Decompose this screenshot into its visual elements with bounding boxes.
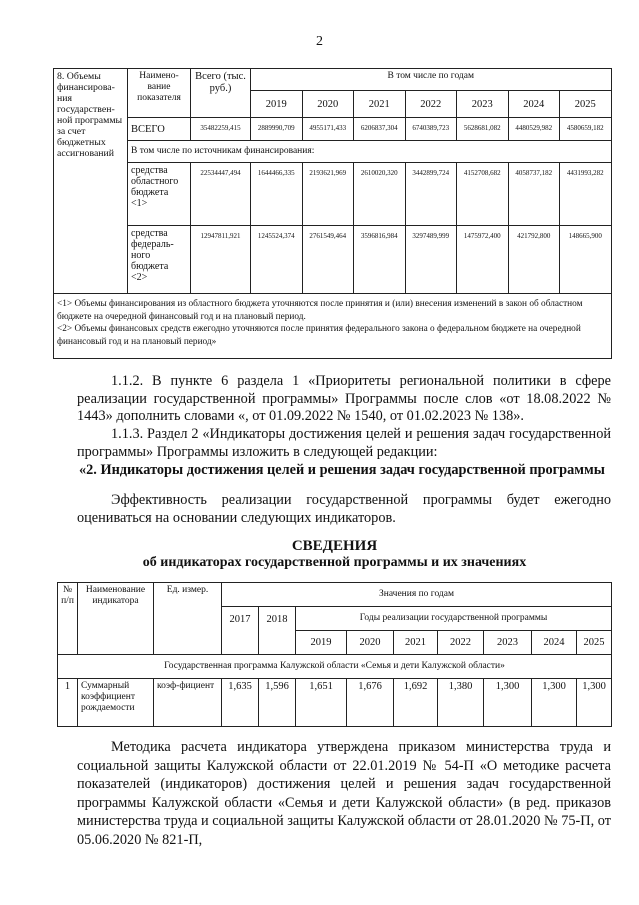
paragraph-effectiveness: Эффективность реализации государственной программы будет ежегодно оцениваться на основании следующих индикаторов.: [77, 492, 611, 526]
sources-label: В том числе по источникам финансирования:: [128, 141, 612, 163]
col-name-header: Наимено-вание показателя: [128, 69, 191, 118]
value-cell: 5628681,082: [457, 118, 509, 141]
page-number: 2: [316, 34, 323, 49]
federal-row: [54, 226, 612, 294]
year-header: 2019: [296, 631, 347, 655]
regional-label: средства областного бюджета <1>: [128, 163, 191, 226]
value-cell: 4058737,182: [508, 163, 560, 226]
value-cell: 6206837,304: [354, 118, 406, 141]
value-cell: 1644466,335: [251, 163, 303, 226]
year-header: 2020: [347, 631, 394, 655]
value-cell: 3442899,724: [405, 163, 457, 226]
value-cell: 1,380: [438, 679, 484, 727]
footnotes: [54, 294, 612, 359]
paragraph-1-1-2: 1.1.2. В пункте 6 раздела 1 «Приоритеты региональной политики в сфере реализации государственной программы» Программы после слов «от 18.08.2022 № 1443» дополнить словами «, от 01.09.2022 № 1540, от 01.02.2023 № 138».: [77, 373, 611, 425]
year-header: 2024: [532, 631, 577, 655]
section-heading: «2. Индикаторы достижения целей и решения задач государственной программы: [79, 462, 605, 478]
value-cell: 1,635: [222, 679, 259, 727]
impl-years-header: Годы реализации государственной программы: [296, 607, 612, 631]
value-cell: 4580659,182: [560, 118, 612, 141]
year-header: 2023: [457, 91, 509, 118]
footnote-1: <1> Объемы финансирования из областного бюджета уточняются после принятия и (или) внесения изменений в закон об областном бюджете на очередной финансовый год и на плановый период.: [57, 299, 583, 322]
footnote-2: <2> Объемы финансовых средств ежегодно уточняются после принятия федерального закона о федеральном бюджете на очередной финансовый год и на плановый период»: [57, 324, 581, 347]
table-row: [58, 679, 612, 727]
total-row: [54, 118, 612, 141]
value-cell: 421792,800: [508, 226, 560, 294]
svedenia-title: СВЕДЕНИЯ: [291, 538, 378, 554]
value-cell: 1475972,400: [457, 226, 509, 294]
col-total-header: Всего (тыс. руб.): [191, 69, 251, 118]
svedenia-subtitle: об индикаторах государственной программы и их значениях: [142, 555, 527, 570]
col-years-header: В том числе по годам: [251, 69, 612, 91]
program-row: Государственная программа Калужской области «Семья и дети Калужской области»: [58, 655, 612, 679]
value-cell: 2761549,464: [302, 226, 354, 294]
value-cell: 1,300: [532, 679, 577, 727]
value-cell: 1245524,374: [251, 226, 303, 294]
row-number: 1: [58, 679, 78, 727]
year-header: 2019: [251, 91, 303, 118]
year-header: 2025: [577, 631, 612, 655]
paragraph-methodology: Методика расчета индикатора утверждена приказом министерства труда и социальной защиты Калужской области от 22.01.2019 № 54-П «О методике расчета показателей (индикаторов) достижения целей и решения задач государственной программы Калужской области «Семья и дети Калужской области» (в ред. приказов министерства труда и социальной защиты Калужской области от 28.01.2020 № 75-П, от 05.06.2020 № 821-П,: [77, 739, 611, 848]
funding-table: [53, 68, 612, 359]
value-cell: 2193621,969: [302, 163, 354, 226]
year-header: 2022: [405, 91, 457, 118]
value-cell: 1,596: [259, 679, 296, 727]
value-cell: 2610020,320: [354, 163, 406, 226]
col-name-header: Наименование индикатора: [78, 583, 154, 655]
year-header: 2017: [222, 607, 259, 655]
year-header: 2021: [394, 631, 438, 655]
col-values-header: Значения по годам: [222, 583, 612, 607]
value-cell: 3596816,984: [354, 226, 406, 294]
value-cell: 1,676: [347, 679, 394, 727]
year-header: 2021: [354, 91, 406, 118]
indicators-table: [57, 582, 612, 727]
value-cell: 4955171,433: [302, 118, 354, 141]
year-header: 2024: [508, 91, 560, 118]
year-header: 2025: [560, 91, 612, 118]
value-cell: 1,651: [296, 679, 347, 727]
funding-row-label: 8. Объемы финансирова-ния государствен-ной программы за счет бюджетных ассигнований: [54, 69, 128, 294]
year-header: 2023: [484, 631, 532, 655]
indicator-unit: коэф-фициент: [154, 679, 222, 727]
value-cell: 6740389,723: [405, 118, 457, 141]
regional-row: [54, 163, 612, 226]
value-cell: 2889990,709: [251, 118, 303, 141]
value-cell: 4152708,682: [457, 163, 509, 226]
paragraph-1-1-3: 1.1.3. Раздел 2 «Индикаторы достижения целей и решения задач государственной программы» Программы изложить в следующей редакции:: [77, 426, 611, 460]
year-header: 2020: [302, 91, 354, 118]
col-unit-header: Ед. измер.: [154, 583, 222, 655]
total-label: ВСЕГО: [128, 118, 191, 141]
indicator-name: Суммарный коэффициент рождаемости: [78, 679, 154, 727]
value-cell: 3297489,999: [405, 226, 457, 294]
col-no-header: № п/п: [58, 583, 78, 655]
value-cell: 4480529,982: [508, 118, 560, 141]
value-cell: 148665,900: [560, 226, 612, 294]
value-cell: 1,300: [484, 679, 532, 727]
total-cell: 35482259,415: [191, 118, 251, 141]
total-cell: 12947811,921: [191, 226, 251, 294]
value-cell: 1,300: [577, 679, 612, 727]
total-cell: 22534447,494: [191, 163, 251, 226]
value-cell: 1,692: [394, 679, 438, 727]
year-header: 2018: [259, 607, 296, 655]
value-cell: 4431993,282: [560, 163, 612, 226]
year-header: 2022: [438, 631, 484, 655]
federal-label: средства федераль-ного бюджета <2>: [128, 226, 191, 294]
